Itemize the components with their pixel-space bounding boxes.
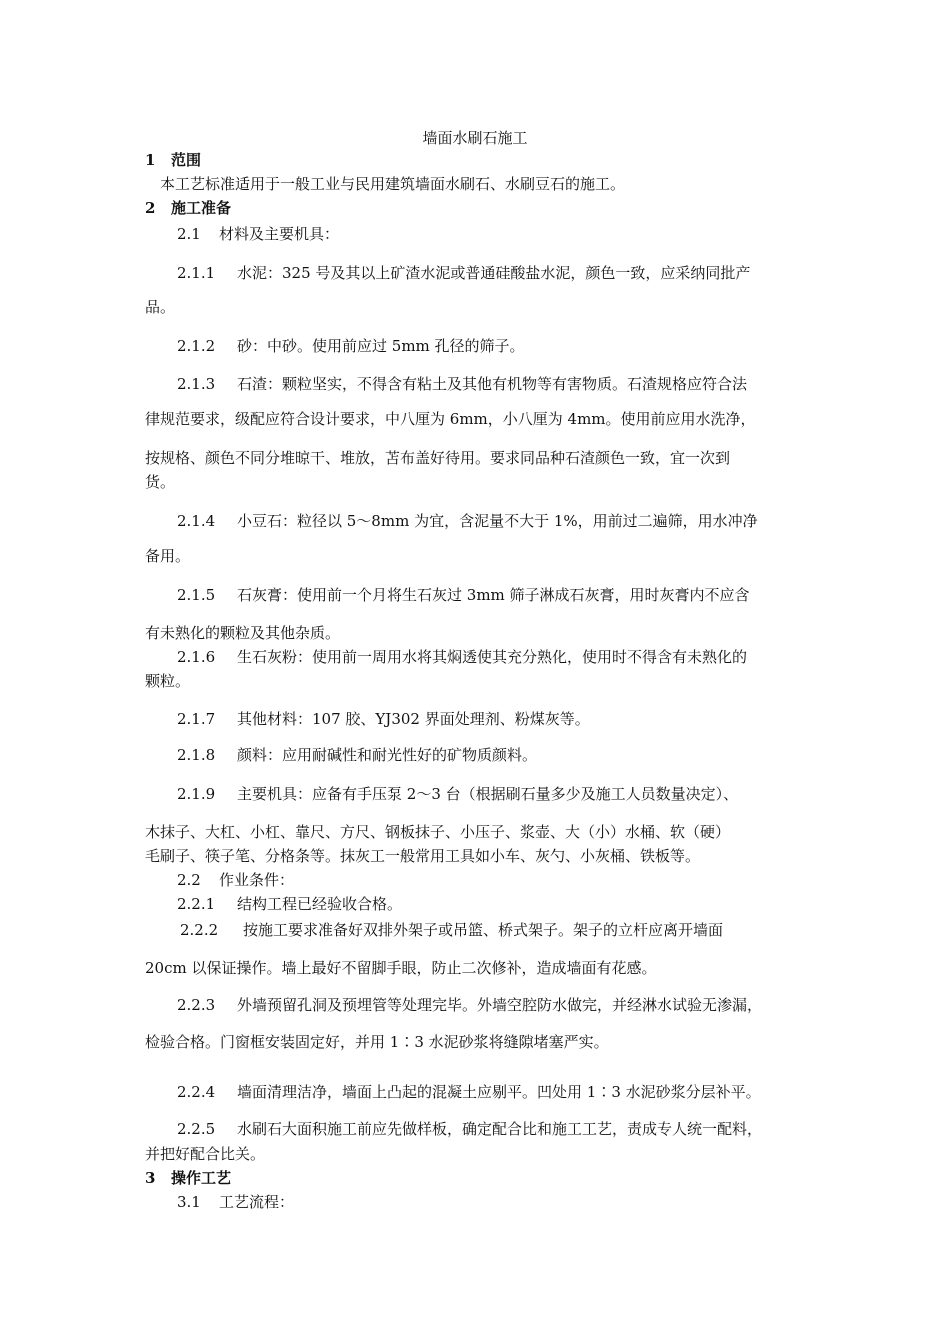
clause-2-1-1-cont: 品。 — [145, 298, 176, 316]
clause-number: 2.1.8 — [177, 746, 216, 764]
clause-2-1-3-cont: 货。 — [145, 473, 176, 491]
clause-text: 工艺流程： — [219, 1193, 295, 1211]
clause-2-1-8 — [177, 745, 537, 765]
clause-2-2-4 — [177, 1082, 761, 1102]
clause-2-1-3 — [177, 374, 747, 394]
clause-number: 2.1.7 — [177, 710, 216, 728]
clause-text: 水刷石大面积施工前应先做样板，确定配合比和施工工艺，责成专人统一配料， — [237, 1120, 763, 1138]
clause-2-2-3 — [177, 995, 762, 1015]
clause-number: 2.1.1 — [177, 264, 216, 282]
clause-2-1-6 — [177, 647, 747, 667]
clause-2-2-3-cont: 检验合格。门窗框安装固定好，并用 1∶3 水泥砂浆将缝隙堵塞严实。 — [145, 1033, 609, 1051]
clause-text: 按施工要求准备好双排外架子或吊篮、桥式架子。架子的立杆应离开墙面 — [243, 921, 724, 939]
clause-number: 2.2.2 — [180, 921, 219, 939]
clause-text: 墙面清理洁净，墙面上凸起的混凝土应剔平。凹处用 1∶3 水泥砂浆分层补平。 — [237, 1083, 761, 1101]
clause-number: 2.1.9 — [177, 785, 216, 803]
clause-2-1-3-cont: 律规范要求，级配应符合设计要求，中八厘为 6mm，小八厘为 4mm。使用前应用水洗净， — [145, 410, 756, 428]
clause-text: 砂：中砂。使用前应过 5mm 孔径的筛子。 — [237, 337, 525, 355]
clause-number: 2.1.3 — [177, 375, 216, 393]
clause-2-1-2 — [177, 336, 525, 356]
clause-text: 石渣：颗粒坚实，不得含有粘土及其他有机物等有害物质。石渣规格应符合法 — [237, 375, 748, 393]
clause-number: 2.2.1 — [177, 895, 216, 913]
clause-text: 其他材料：107 胶、YJ302 界面处理剂、粉煤灰等。 — [237, 710, 590, 728]
section-number: 1 — [145, 151, 156, 169]
clause-2-2-1 — [177, 894, 402, 914]
clause-text: 主要机具：应备有手压泵 2～3 台（根据刷石量多少及施工人员数量决定）、 — [237, 785, 739, 803]
clause-text: 石灰膏：使用前一个月将生石灰过 3mm 筛子淋成石灰膏，用时灰膏内不应含 — [237, 586, 750, 604]
section-3-heading — [145, 1168, 231, 1188]
subsection-2-1 — [177, 224, 339, 244]
clause-text: 外墙预留孔洞及预埋管等处理完毕。外墙空腔防水做完，并经淋水试验无渗漏， — [237, 996, 763, 1014]
clause-number: 2.1.2 — [177, 337, 216, 355]
section-title: 施工准备 — [171, 199, 232, 217]
clause-number: 2.1.4 — [177, 512, 216, 530]
clause-2-1-9-cont: 木抹子、大杠、小杠、靠尺、方尺、钢板抹子、小压子、浆壶、大（小）水桶、软（硬） — [145, 823, 731, 841]
section-1-text: 本工艺标准适用于一般工业与民用建筑墙面水刷石、水刷豆石的施工。 — [160, 175, 626, 193]
clause-number: 2.2.5 — [177, 1120, 216, 1138]
section-2-heading — [145, 198, 231, 218]
clause-text: 结构工程已经验收合格。 — [237, 895, 403, 913]
clause-2-1-7 — [177, 709, 590, 729]
clause-number: 2.1.5 — [177, 586, 216, 604]
subsection-2-2 — [177, 870, 294, 890]
section-title: 范围 — [171, 151, 202, 169]
clause-2-2-5 — [177, 1119, 762, 1139]
clause-2-2-2 — [180, 920, 723, 940]
clause-number: 2.2 — [177, 871, 201, 889]
clause-text: 水泥：325 号及其以上矿渣水泥或普通硅酸盐水泥，颜色一致，应采纳同批产 — [237, 264, 751, 282]
clause-2-1-4-cont: 备用。 — [145, 547, 191, 565]
clause-number: 2.1 — [177, 225, 201, 243]
clause-2-2-5-cont: 并把好配合比关。 — [145, 1145, 266, 1163]
clause-2-1-5-cont: 有未熟化的颗粒及其他杂质。 — [145, 624, 341, 642]
clause-text: 材料及主要机具： — [219, 225, 340, 243]
clause-2-1-9 — [177, 784, 738, 804]
clause-number: 3.1 — [177, 1193, 201, 1211]
document-title: 墙面水刷石施工 — [422, 129, 528, 147]
section-number: 2 — [145, 199, 156, 217]
subsection-3-1 — [177, 1192, 294, 1212]
clause-text: 生石灰粉：使用前一周用水将其焖透使其充分熟化，使用时不得含有未熟化的 — [237, 648, 748, 666]
clause-2-2-2-cont: 20cm 以保证操作。墙上最好不留脚手眼，防止二次修补，造成墙面有花感。 — [145, 959, 657, 977]
clause-2-1-1 — [177, 263, 750, 283]
section-title: 操作工艺 — [171, 1169, 232, 1187]
section-1-heading — [145, 150, 201, 170]
clause-number: 2.2.3 — [177, 996, 216, 1014]
clause-2-1-9-cont: 毛刷子、筷子笔、分格条等。抹灰工一般常用工具如小车、灰勺、小灰桶、铁板等。 — [145, 847, 701, 865]
clause-2-1-3-cont: 按规格、颜色不同分堆晾干、堆放，苫布盖好待用。要求同品种石渣颜色一致，宜一次到 — [145, 449, 731, 467]
clause-text: 作业条件： — [219, 871, 295, 889]
clause-number: 2.1.6 — [177, 648, 216, 666]
clause-text: 颜料：应用耐碱性和耐光性好的矿物质颜料。 — [237, 746, 538, 764]
section-number: 3 — [145, 1169, 156, 1187]
clause-text: 小豆石：粒径以 5～8mm 为宜，含泥量不大于 1%，用前过二遍筛，用水冲净 — [237, 512, 758, 530]
clause-2-1-5 — [177, 585, 750, 605]
clause-2-1-6-cont: 颗粒。 — [145, 672, 191, 690]
clause-2-1-4 — [177, 511, 758, 531]
clause-number: 2.2.4 — [177, 1083, 216, 1101]
